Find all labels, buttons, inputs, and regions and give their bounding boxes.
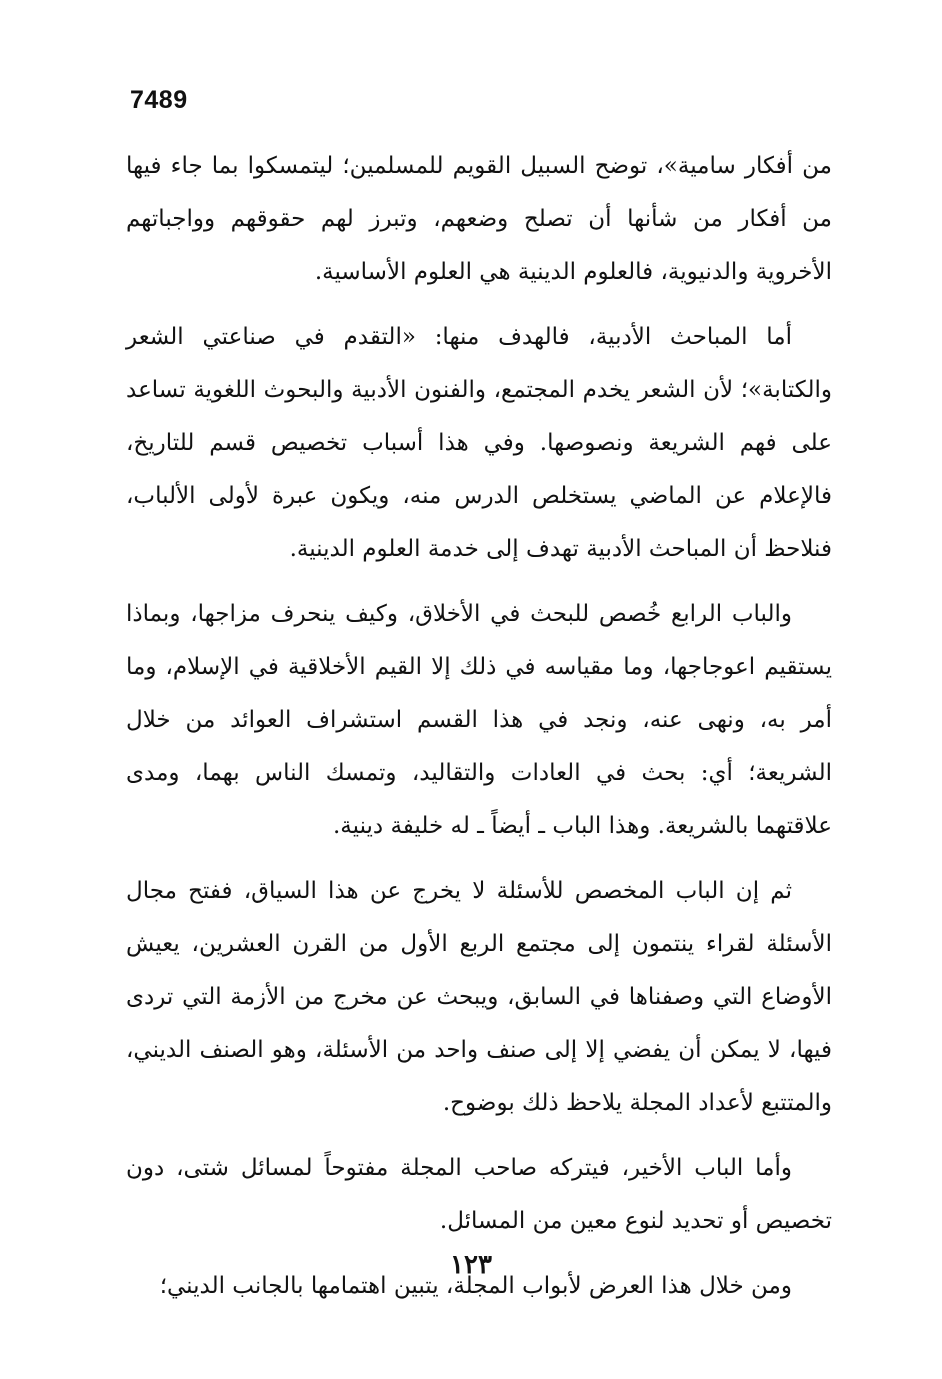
- page-code: 7489: [130, 86, 188, 114]
- paragraph-6: ومن خلال هذا العرض لأبواب المجلة، يتبين اهتمامها بالجانب الديني؛: [159, 1273, 792, 1299]
- page-number: ١٢٣: [450, 1250, 492, 1280]
- paragraph-2: أما المباحث الأدبية، فالهدف منها: «التقدم في صناعتي الشعر والكتابة»؛ لأن الشعر يخدم المجتمع، والفنون الأدبية والبحوث اللغوية تساعد على فهم الشريعة ونصوصها. وفي هذا أسباب تخصيص قسم للتاريخ، فالإعلام عن الماضي يستخلص الدرس منه، ويكون عبرة لأولى الألباب، فنلاحظ أن المباحث الأدبية تهدف إلى خدمة العلوم الدينية.: [126, 324, 832, 562]
- page-body-text: [126, 140, 832, 1325]
- paragraph-5: وأما الباب الأخير، فيتركه صاحب المجلة مفتوحاً لمسائل شتى، دون تخصيص أو تحديد لنوع معين من المسائل.: [126, 1155, 832, 1234]
- paragraph-3: والباب الرابع خُصص للبحث في الأخلاق، وكيف ينحرف مزاجها، وبماذا يستقيم اعوجاجها، وما مقياسه في ذلك إلا القيم الأخلاقية في الإسلام، وما أمر به، ونهى عنه، ونجد في هذا القسم استشراف العوائد من خلال الشريعة؛ أي: بحث في العادات والتقاليد، وتمسك الناس بهما، ومدى علاقتهما بالشريعة. وهذا الباب ـ أيضاً ـ له خليفة دينية.: [126, 601, 832, 839]
- paragraph-1: من أفكار سامية»، توضح السبيل القويم للمسلمين؛ ليتمسكوا بما جاء فيها من أفكار من شأنها أن تصلح وضعهم، وتبرز لهم حقوقهم وواجباتهم الأخروية والدنيوية، فالعلوم الدينية هي العلوم الأساسية.: [126, 153, 832, 285]
- paragraph-4: ثم إن الباب المخصص للأسئلة لا يخرج عن هذا السياق، ففتح مجال الأسئلة لقراء ينتمون إلى مجتمع الربع الأول من القرن العشرين، يعيش الأوضاع التي وصفناها في السابق، ويبحث عن مخرج من الأزمة التي تردى فيها، لا يمكن أن يفضي إلا إلى صنف واحد من الأسئلة، وهو الصنف الديني، والمتتبع لأعداد المجلة يلاحظ ذلك بوضوح.: [126, 878, 832, 1116]
